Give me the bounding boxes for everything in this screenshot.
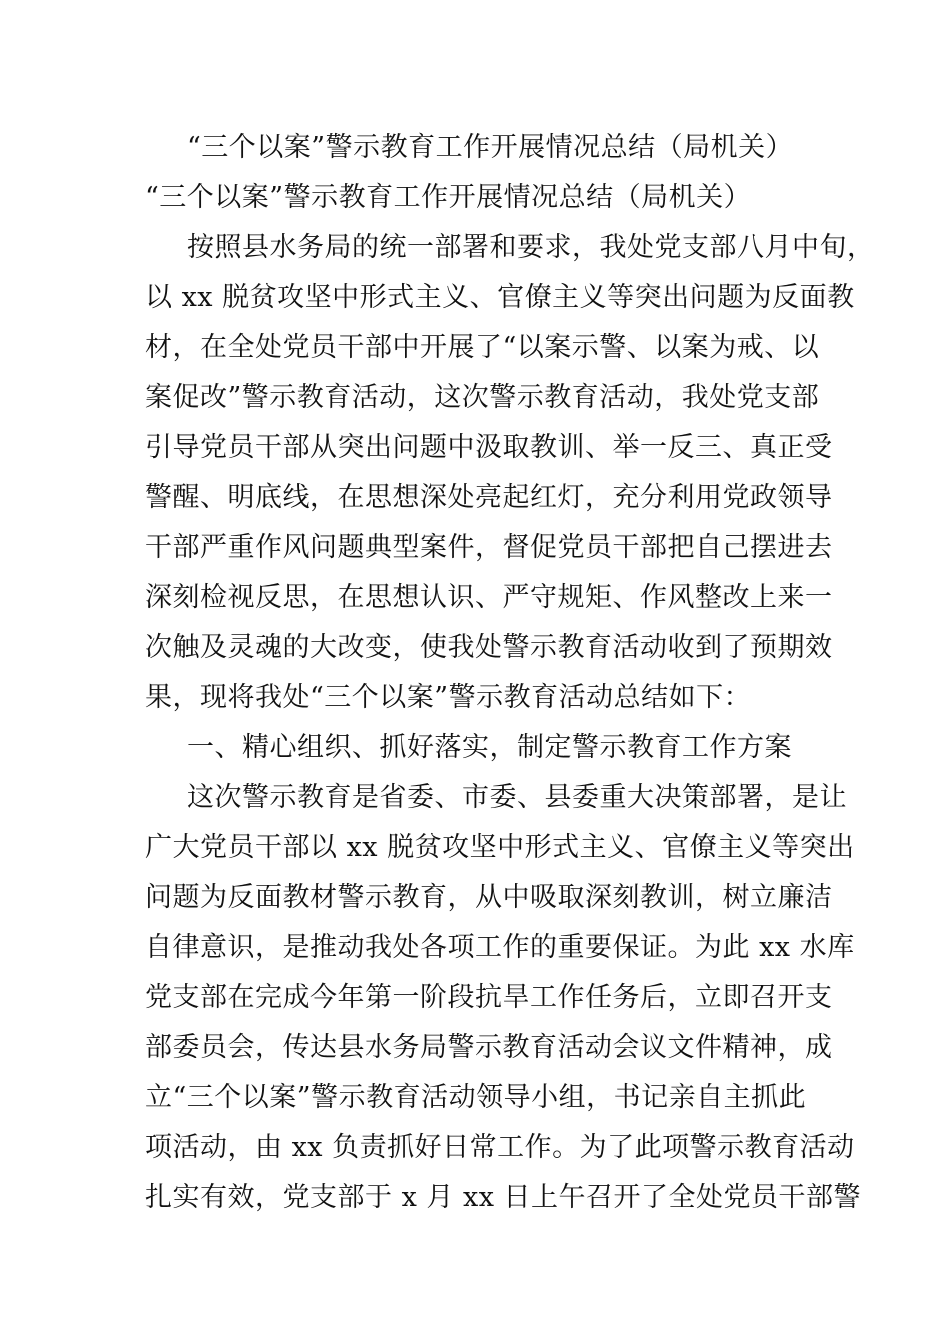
paragraph-line: 警醒、明底线，在思想深处亮起红灯，充分利用党政领导 [145,482,833,513]
paragraph-line: 深刻检视反思，在思想认识、严守规矩、作风整改上来一 [145,582,833,613]
paragraph-line: 扎实有效，党支部于 x 月 xx 日上午召开了全处党员干部警 [145,1182,862,1213]
paragraph-line: 次触及灵魂的大改变，使我处警示教育活动收到了预期效 [145,632,833,663]
paragraph-line: 案促改”警示教育活动，这次警示教育活动，我处党支部 [145,382,820,413]
paragraph-line: 问题为反面教材警示教育，从中吸取深刻教训，树立廉洁 [145,882,833,913]
paragraph-line: 以 xx 脱贫攻坚中形式主义、官僚主义等突出问题为反面教 [145,282,855,313]
paragraph-line: 这次警示教育是省委、市委、县委重大决策部署，是让 [187,782,847,813]
paragraph-line: 项活动，由 xx 负责抓好日常工作。为了此项警示教育活动 [145,1132,855,1163]
paragraph-line: 按照县水务局的统一部署和要求，我处党支部八月中旬， [187,232,875,263]
paragraph-line: 广大党员干部以 xx 脱贫攻坚中形式主义、官僚主义等突出 [145,832,855,863]
section-heading: 一、精心组织、抓好落实，制定警示教育工作方案 [187,732,792,763]
document-subtitle: “三个以案”警示教育工作开展情况总结（局机关） [145,182,752,213]
paragraph-line: 引导党员干部从突出问题中汲取教训、举一反三、真正受 [145,432,833,463]
paragraph-line: 果，现将我处“三个以案”警示教育活动总结如下： [145,682,752,713]
paragraph-line: 材，在全处党员干部中开展了“以案示警、以案为戒、以 [145,332,820,363]
paragraph-line: 党支部在完成今年第一阶段抗旱工作任务后，立即召开支 [145,982,833,1013]
paragraph-line: 自律意识，是推动我处各项工作的重要保证。为此 xx 水库 [145,932,855,963]
paragraph-line: 部委员会，传达县水务局警示教育活动会议文件精神，成 [145,1032,833,1063]
document-title: “三个以案”警示教育工作开展情况总结（局机关） [187,132,794,163]
paragraph-line: 干部严重作风问题典型案件，督促党员干部把自己摆进去 [145,532,833,563]
paragraph-line: 立“三个以案”警示教育活动领导小组，书记亲自主抓此 [145,1082,807,1113]
